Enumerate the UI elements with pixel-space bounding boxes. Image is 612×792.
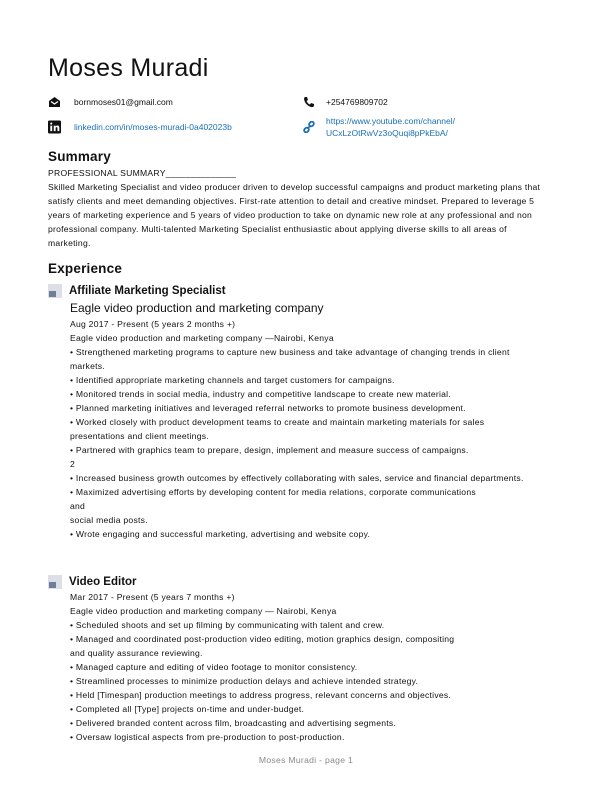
job-entry <box>48 283 548 541</box>
youtube-link[interactable] <box>326 115 455 139</box>
job-line: • Managed and coordinated post-production video editing, motion graphics design, compositing <box>70 634 455 644</box>
page-footer: Moses Muradi - page 1 <box>258 755 354 765</box>
job-line: • Managed capture and editing of video footage to monitor consistency. <box>70 662 358 672</box>
job-title: Video Editor <box>69 576 137 588</box>
job-line: • Delivered branded content across film, broadcasting and advertising segments. <box>70 718 397 728</box>
job-line: • Increased business growth outcomes by effectively collaborating with sales, service and financial departments. <box>70 473 524 483</box>
linkedin-icon <box>48 120 61 133</box>
job-line: • Streamlined processes to minimize production delays and achieve intended strategy. <box>70 676 419 686</box>
job-line: • Maximized advertising efforts by developing content for media relations, corporate communications <box>70 487 476 497</box>
job-dates: Aug 2017 - Present (5 years 2 months +) <box>70 319 236 329</box>
job-line: • Wrote engaging and successful marketing, advertising and website copy. <box>70 529 371 539</box>
phone-text: +254769809702 <box>326 97 388 107</box>
job-line: • Completed all [Type] projects on-time and under-budget. <box>70 704 305 714</box>
job-company: Eagle video production and marketing company <box>70 301 324 315</box>
job-line: • Strengthened marketing programs to capture new business and take advantage of changing trends in client markets. <box>70 347 510 371</box>
job-line: and quality assurance reviewing. <box>70 648 203 658</box>
summary-subheading: PROFESSIONAL SUMMARY______________ <box>48 168 237 178</box>
job-entry <box>48 574 548 744</box>
summary-heading: Summary <box>48 149 111 164</box>
job-line: • Oversaw logistical aspects from pre-production to post-production. <box>70 732 345 742</box>
experience-heading: Experience <box>48 261 123 276</box>
linkedin-link[interactable]: linkedin.com/in/moses-muradi-0a402023b <box>74 122 232 132</box>
summary-section <box>48 166 548 250</box>
job-line: • Scheduled shoots and set up filming by communicating with talent and crew. <box>70 620 385 630</box>
job-line: and <box>70 501 86 511</box>
company-logo-icon <box>48 575 62 589</box>
job-line: Eagle video production and marketing company —Nairobi, Kenya <box>70 333 334 343</box>
youtube-link-line1: https://www.youtube.com/channel/ <box>326 116 455 126</box>
summary-text: Skilled Marketing Specialist and video producer driven to develop successful campaigns and product marketing plans that satisfy clients and meet demanding objectives. First-rate attention to detail and creative mindset. Prepared to leverage 5 years of marketing experience and 5 years of video production to take on dynamic new role at any professional and non professional company. Multi-talented Marketing Specialist enthusiastic about applying diverse skills to all areas of marketing. <box>48 182 541 248</box>
company-logo-icon <box>48 284 62 298</box>
job-dates: Mar 2017 - Present (5 years 7 months +) <box>70 592 235 602</box>
job-description <box>70 604 540 744</box>
job-line: • Partnered with graphics team to prepare, design, implement and measure success of campaigns. <box>70 445 469 455</box>
link-icon <box>302 120 315 133</box>
job-line: 2 <box>70 459 76 469</box>
job-line: Eagle video production and marketing company — Nairobi, Kenya <box>70 606 337 616</box>
job-line: • Monitored trends in social media, industry and competitive landscape to create new material. <box>70 389 451 399</box>
job-line: social media posts. <box>70 515 148 525</box>
email-icon <box>48 95 61 108</box>
job-line: • Planned marketing initiatives and leveraged referral networks to promote business development. <box>70 403 466 413</box>
candidate-name: Moses Muradi <box>48 54 209 82</box>
email-text: bornmoses01@gmail.com <box>74 97 173 107</box>
job-title: Affiliate Marketing Specialist <box>69 285 226 297</box>
job-line: • Held [Timespan] production meetings to address progress, relevant concerns and objectives. <box>70 690 452 700</box>
phone-icon <box>302 95 315 108</box>
job-line: • Identified appropriate marketing channels and target customers for campaigns. <box>70 375 395 385</box>
job-line: • Worked closely with product development teams to create and maintain marketing materials for sales presentations and client meetings. <box>70 417 485 441</box>
job-description <box>70 331 540 541</box>
youtube-link-line2: UCxLzOtRwVz3oQuqi8pPkEbA/ <box>326 128 448 138</box>
